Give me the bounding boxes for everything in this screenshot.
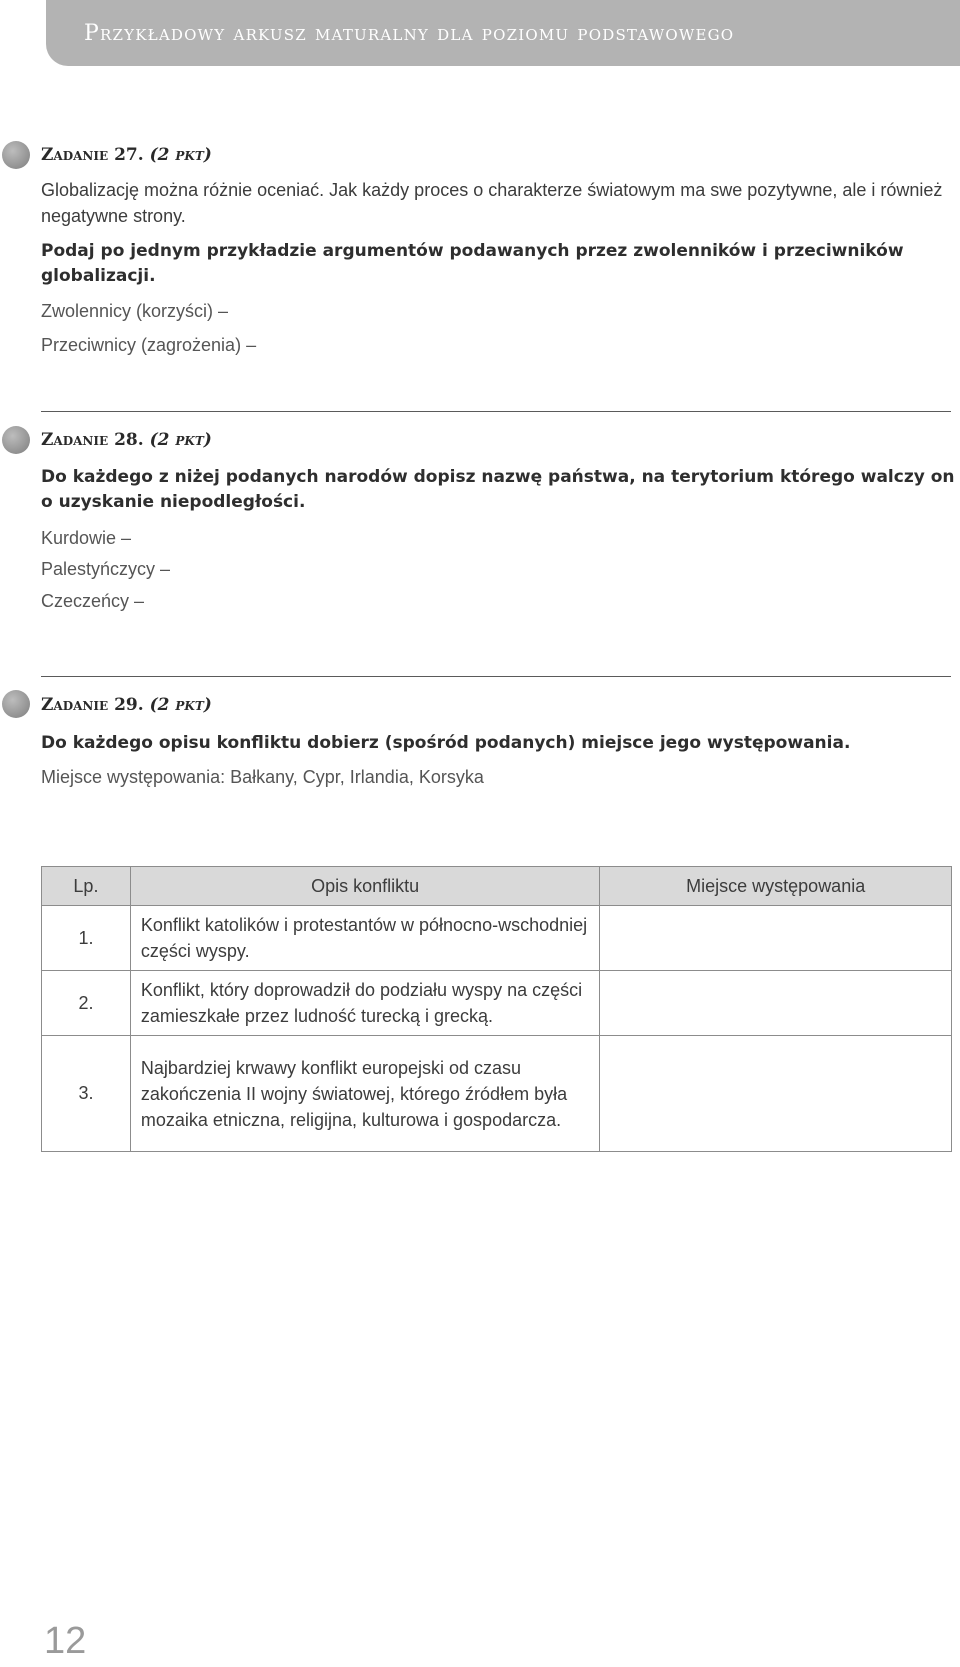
task-28-answer-palestinians: Palestyńczycy – <box>41 559 171 579</box>
column-header-number: Lp. <box>42 867 131 906</box>
section-divider <box>41 411 951 412</box>
task-27-instruction: Podaj po jednym przykładzie argumentów podawanych przez zwolenników i przeciwników globalizacji. <box>41 241 904 286</box>
row-number: 3. <box>42 1036 131 1152</box>
section-divider <box>41 676 951 677</box>
table-row <box>42 906 952 971</box>
place-answer-cell[interactable] <box>600 971 952 1036</box>
task-28-title <box>41 430 212 450</box>
header-banner <box>46 0 960 66</box>
task-29-places: Miejsce występowania: Bałkany, Cypr, Irlandia, Korsyka <box>41 767 484 787</box>
column-header-place: Miejsce występowania <box>600 867 952 906</box>
task-29-number: Zadanie 29. <box>41 695 144 715</box>
task-27-number: Zadanie 27. <box>41 145 144 165</box>
conflict-description: Konflikt, który doprowadził do podziału wyspy na części zamieszkałe przez ludność turecką i grecką. <box>130 971 599 1036</box>
task-27-points: (2 pkt) <box>149 145 212 165</box>
row-number: 1. <box>42 906 131 971</box>
task-28-points: (2 pkt) <box>149 430 212 450</box>
task-27-answer-supporters: Zwolennicy (korzyści) – <box>41 301 229 321</box>
task-28-number: Zadanie 28. <box>41 430 144 450</box>
task-27-title <box>41 145 212 165</box>
row-number: 2. <box>42 971 131 1036</box>
page-number: 12 <box>44 1620 87 1662</box>
conflict-description: Najbardziej krwawy konflikt europejski od czasu zakończenia II wojny światowej, którego źródłem była mozaika etniczna, religijna, kulturowa i gospodarcza. <box>130 1036 599 1152</box>
task-29-points: (2 pkt) <box>149 695 212 715</box>
task-28-instruction: Do każdego z niżej podanych narodów dopisz nazwę państwa, na terytorium którego walczy on o uzyskanie niepodległości. <box>41 467 955 512</box>
task-27-bullet-icon <box>2 141 30 169</box>
conflict-description: Konflikt katolików i protestantów w północno-wschodniej części wyspy. <box>130 906 599 971</box>
header-title: Przykładowy arkusz maturalny dla poziomu podstawowego <box>84 21 735 46</box>
task-28-bullet-icon <box>2 426 30 454</box>
task-28-answer-kurds: Kurdowie – <box>41 528 132 548</box>
task-29-bullet-icon <box>2 690 30 718</box>
column-header-description: Opis konfliktu <box>130 867 599 906</box>
table-row <box>42 971 952 1036</box>
task-27-answer-opponents: Przeciwnicy (zagrożenia) – <box>41 335 257 355</box>
place-answer-cell[interactable] <box>600 906 952 971</box>
table-row <box>42 1036 952 1152</box>
task-28-answer-chechens: Czeczeńcy – <box>41 591 145 611</box>
table-header-row <box>42 867 952 906</box>
conflict-table <box>41 866 952 1152</box>
place-answer-cell[interactable] <box>600 1036 952 1152</box>
task-29-title <box>41 695 212 715</box>
task-27-intro: Globalizację można różnie oceniać. Jak każdy proces o charakterze światowym ma swe pozytywne, ale i również negatywne strony. <box>41 180 943 226</box>
task-29-instruction: Do każdego opisu konfliktu dobierz (spośród podanych) miejsce jego występowania. <box>41 733 851 753</box>
